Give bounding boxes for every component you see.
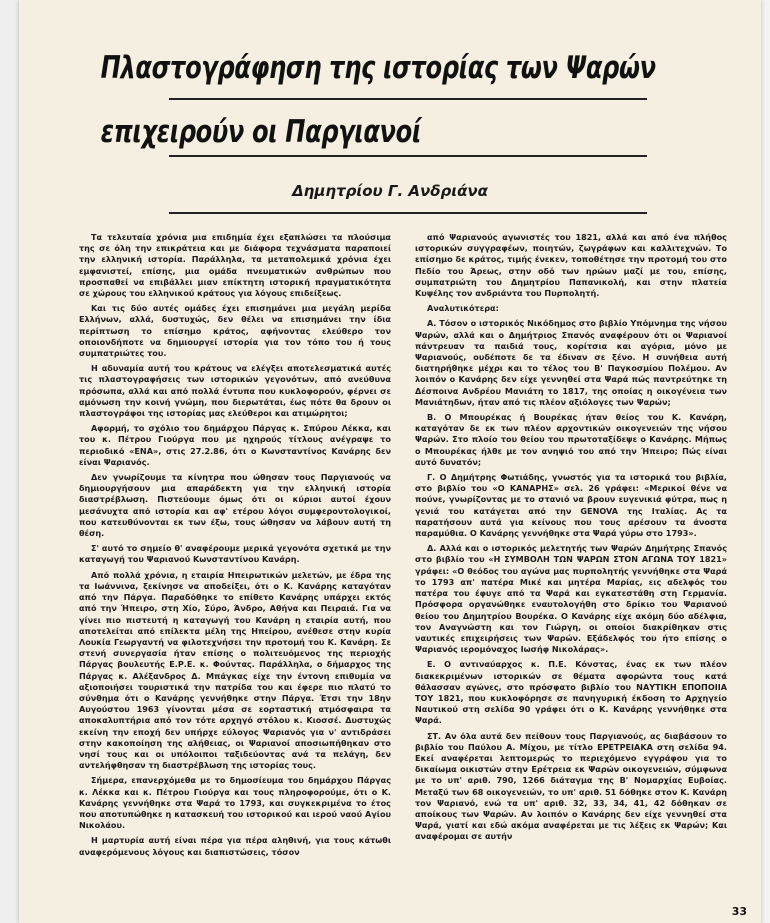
title-rule-top (169, 98, 647, 100)
author-rule (169, 212, 647, 214)
paragraph: Από πολλά χρόνια, η εταιρία Ηπειρωτικών μελετών, με έδρα της τα Ιωάννινα, ξεκίνησε να αποδείξει, ότι ο Κ. Κανάρης καταγόταν από την Πάργα. Παραδόθηκε το επίθετο Κανάρης υπάρχει εκτός από την Ήπειρο, στη Χίο, Σύρο, Άνδρο, Αθήνα και Πειραιά. Για να γίνει πιο πιστευτή η καταγωγή του Κανάρη η εταιρία αυτή, που αποτελείται από επίλεκτα μέλη της Ηπείρου, ανέθεσε στην κυρία Λουκία Γεωργαντή να φιλοτεχνήσει την προτομή του Κ. Κανάρη. Σε στενή συνεργασία ήταν επίσης ο πολιτευόμενος της περιοχής Πάργας βουλευτής Ε.Ρ.Ε. κ. Φούντας. Παράλληλα, ο δήμαρχος της Πάργας κ. Αλέξανδρος Δ. Μπάγκας είχε την έντονη επιθυμία να αξιοποιήσει τουριστικά την πατρίδα του και έφερε πιο πλατύ το σύνθημα ότι ο Κανάρης γεννήθηκε στην Πάργα. Έτσι την 18ην Αυγούστου 1963 γίνονται μέσα σε εορταστική ατμόσφαιρα τα αποκαλυπτήρια από τον τότε αρχηγό στόλου κ. Κιοσσέ. Δυστυχώς εκείνη την εποχή δεν υπήρχε εύλογος Ψαριανός για ν' αντιδράσει στην κακοποίηση της αλήθειας, οι Ψαριανοί αποσιωπήθηκαν στο νησί τους και οι υπόλοιποι ταξιδεύοντας ανά τα πελάγη, δεν αντελήφθησαν τη διαστρέβλωση της ιστορίας τους. (79, 569, 391, 771)
title-line-2-wrap (19, 112, 761, 152)
title-line-1-wrap (19, 48, 761, 88)
paragraph: Β. Ο Μπουρέκας ή Βουρέκας ήταν θείος του Κ. Κανάρη, καταγόταν δε εκ των πλέον αρχοντικών οικογενειών της νήσου Ψαρών. Στο πλοίο του θείου του πρωτοταξίδεψε ο Κανάρης. Μήπως ο Μπουρέκας ήλθε με τον ανηψιό του από την Ήπειρο; Πώς είναι αυτό δυνατόν; (415, 412, 727, 467)
right-text-column (415, 232, 727, 847)
left-margin-strip (0, 0, 19, 923)
paragraph: Ε. Ο αντιναύαρχος κ. Π.Ε. Κόνστας, ένας εκ των πλέον διακεκριμένων ιστορικών σε θέματα αφορώντα τους κατά θάλασσαν αγώνες, στο πρόσφατο βιβλίο του ΝΑΥΤΙΚΗ ΕΠΟΠΟΙΙΑ ΤΟΥ 1821, που κυκλοφόρησε σε πανηγυρική έκδοση το Αρχηγείο Ναυτικού στη σελίδα 90 γράφει ότι ο Κ. Κανάρης γεννήθηκε στα Ψαρά. (415, 659, 727, 726)
paragraph: Η μαρτυρία αυτή είναι πέρα για πέρα αληθινή, για τους κάτωθι αναφερόμενους λόγους και διαπιστώσεις, τόσον (79, 835, 391, 857)
paragraph: Σήμερα, επανερχόμεθα με το δημοσίευμα του δημάρχου Πάργας κ. Λέκκα και κ. Πέτρου Γιούργα και τους πληροφορούμε, ότι ο Κ. Κανάρης γεννήθηκε στα Ψαρά το 1793, και συγκεκριμένα το έτος που αποτυπώθηκε η κατασκευή του ιστορικού και ιερού ναού Αγίου Νικολάου. (79, 775, 391, 831)
paragraph: Α. Τόσον ο ιστορικός Νικόδημος στο βιβλίο Υπόμνημα της νήσου Ψαρών, αλλά και ο Δημήτριος Σπανός αναφέρουν ότι οι Ψαριανοί πάντρευαν τα παιδιά τους, κορίτσια και αγόρια, μόνο με Ψαριανούς, ουδέποτε δε τα έδιναν σε ξένο. Η συνήθεια αυτή διατηρήθηκε μέχρι και το τέλος του Β' Παγκοσμίου Πολέμου. Αν λοιπόν ο Κανάρης δεν είχε γεννηθεί στα Ψαρά πώς παντρεύτηκε τη Δέσποινα Ανδρέου Μανιάτη το 1817, της οποίας η οικογένεια των Μανιάτηδων, ήταν από τις πλέον αξιόλογες των Ψαρών; (415, 318, 727, 407)
article-title-line-2: επιχειρούν οι Παργιανοί (100, 114, 421, 150)
paragraph: Η αδυναμία αυτή του κράτους να ελέγξει αποτελεσματικά αυτές τις πλαστογραφήσεις των ιστορικών γεγονότων, από ανεύθυνα πρόσωπα, αλλά και από πολλά έντυπα που κυκλοφορούν, φέρνει σε αμόνωση την κοινή γνώμη, που διερωτάται, έως πότε θα δρουν οι πλαστογράφοι της ιστορίας μας ελεύθεροι και ατιμώρητοι; (79, 363, 391, 419)
paragraph: Τα τελευταία χρόνια μια επιδημία έχει εξαπλώσει τα πλούσιμα της σε όλη την επικράτεια και με διάφορα τεχνάσματα παραποιεί την ελληνική ιστορία. Παράλληλα, τα μεταπολεμικά χρόνια έχει εμφανιστεί, επίσης, μια ομάδα πνευματικών ανθρώπων που προσπαθεί να επιβάλλει μιαν επίκτητη ιστορική πραγματικότητα σε χώρους του ελληνικού κράτους για λόγους επιδείξεως. (79, 232, 391, 299)
magazine-page (19, 0, 761, 923)
article-author: Δημητρίου Γ. Ανδριάνα (292, 182, 488, 200)
paragraph: από Ψαριανούς αγωνιστές του 1821, αλλά και από ένα πλήθος ιστορικών συγγραφέων, ποιητών, ζωγράφων και καλλιτεχνών. Το επίσημο δε κράτος, τιμής ένεκεν, τοποθέτησε την προτομή του στο Πεδίο του Άρεως, στην οδό των ηρώων μαζί με του, επίσης, συμπατριώτη του Δημητρίου Παπανικολή, και στην πλατεία Κυψέλης τον ανδριάντα του Πυρπολητή. (415, 232, 727, 299)
page-number: 33 (731, 905, 747, 918)
title-rule-middle (169, 155, 647, 157)
paragraph: ΣΤ. Αν όλα αυτά δεν πείθουν τους Παργιανούς, ας διαβάσουν το βιβλίο του Παύλου Α. Μίχου, με τίτλο ΕΡΕΤΡΕΙΑΚΑ στη σελίδα 94. Εκεί αναφέρεται λεπτομερώς το περιεχόμενο εγγράφου για το δικαίωμα οικιστών στην Ερέτρεια εκ Ψαρών οικογενειών, σύμφωνα με το υπ' αριθ. 790, 1266 διάταγμα της Β' Νομαρχίας Ευβοίας. Μεταξύ των 68 οικογενειών, το υπ' αριθ. 51 δόθηκε στον Κ. Κανάρη τον Ψαριανό, ενώ τα υπ' αριθ. 32, 33, 34, 41, 42 δόθηκαν σε αποίκους των Ψαρών. Αν λοιπόν ο Κανάρης δεν είχε γεννηθεί στα Ψαρά, γιατί και εδώ ακόμα αναφέρεται με τις λέξεις εκ Ψαρών; Και αναφέρομαι σε αυτήν (415, 730, 727, 842)
paragraph: Δ. Αλλά και ο ιστορικός μελετητής των Ψαρών Δημήτρης Σπανός στο βιβλίο του «Η ΣΥΜΒΟΛΗ ΤΩΝ ΨΑΡΩΝ ΣΤΟΝ ΑΓΩΝΑ ΤΟΥ 1821» γράφει: «Ο θεόδος του αγώνα μας πυρπολητής γεννήθηκε στα Ψαρά το 1793 απ' πατέρα Μικέ και μητέρα Μαρίας, εις αδελφός του πατέρα του έφυγε από τα Ψαρά και εγκατεστάθη στη Γερμανία. Πρόσφορα οργανώθηκε εναυτολογήθη στο δρίκιο του Ψαριανού θείου του Δημητρίου Βουρέκα. Ο Κανάρης είχε ακόμη δύο αδέλφια, τον Αναγνώστη και τον Γιώργη, οι οποίοι διακρίθηκαν στις ναυτικές επιχειρήσεις των Ψαρών. Εξάδελφός του ήτο επίσης ο Ψαριανός ιερομόναχος Ιωσήφ Νικολάρας». (415, 543, 727, 655)
paragraph: Δεν γνωρίζουμε τα κίνητρα που ώθησαν τους Παργιανούς να δημιουργήσουν μια απαράδεκτη για την ελληνική ιστορία διαστρέβλωση. Πιστεύουμε όμως ότι οι κύριοι αυτοί έχουν μεσάνυχτα από ιστορία και αφ' ετέρου λόγοι συμφεροντολογικοί, που κατευθύνονται εκ των έξω, τους ώθησαν να λάβουν αυτή τη θέση. (79, 472, 391, 539)
paragraph: Γ. Ο Δημήτρης Φωτιάδης, γνωστός για τα ιστορικά του βιβλία, στο βιβλίο του «Ο ΚΑΝΑΡΗΣ» σελ. 26 γράφει: «Μερικοί θένε να πούνε, γνωρίζοντας με το στανιό να βρουν ευγενικιά φύτρα, πως η γενιά του κατάγεται από την GENOVA της Ιταλίας. Ας τα παρατήσουν αυτά για κείνους που τους αρέσουν τα άνοστα παραμύθια. Ο Κανάρης γεννήθηκε στα Ψαρά γύρω στο 1793». (415, 472, 727, 539)
paragraph: Σ' αυτό το σημείο θ' αναφέρουμε μερικά γεγονότα σχετικά με την καταγωγή του Ψαριανού Κωνσταντίνου Κανάρη. (79, 543, 391, 565)
paragraph: Αφορμή, το σχόλιο του δημάρχου Πάργας κ. Σπύρου Λέκκα, και του κ. Πέτρου Γιούργα που με ηχηρούς τίτλους ανέγραψε το περιοδικό «ΕΝΑ», στις 27.2.86, ότι ο Κωνσταντίνος Κανάρης δεν είναι Ψαριανός. (79, 423, 391, 467)
paragraph: Και τις δύο αυτές ομάδες έχει επισημάνει μια μεγάλη μερίδα Ελλήνων, αλλά, δυστυχώς, δεν θέλει να επισημάνει την ίδια περίπτωση το επίσημο κράτος, αφήνοντας ελεύθερο τον οποιονδήποτε να δημιουργεί ιστορία για τον τόπο του ή τους συμπατριώτες του. (79, 303, 391, 359)
article-title-line-1: Πλαστογράφηση της ιστορίας των Ψαρών (100, 50, 656, 86)
left-text-column (79, 232, 391, 862)
paragraph: Αναλυτικότερα: (427, 303, 499, 314)
